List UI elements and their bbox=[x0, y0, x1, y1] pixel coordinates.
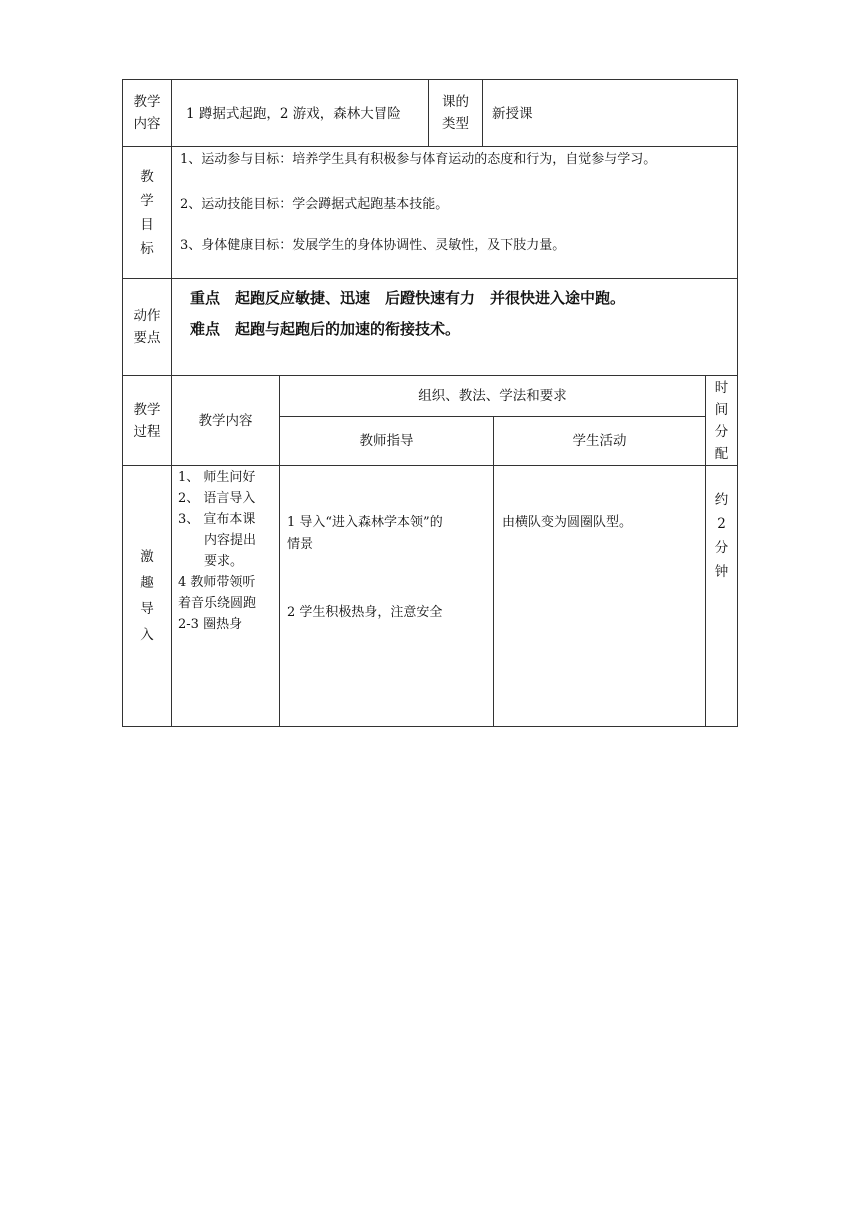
lesson-type-value-cell bbox=[482, 79, 738, 147]
teacher-guidance-line-3: 2 学生积极热身，注意安全 bbox=[287, 605, 443, 620]
lesson-type-value: 新授课 bbox=[492, 106, 533, 122]
list-item: 2-3 圈热身 bbox=[178, 617, 243, 632]
student-activity-cell bbox=[493, 465, 706, 727]
time-allocation-header: 时 间 分 配 bbox=[705, 375, 738, 466]
teaching-content-value bbox=[171, 79, 429, 147]
teaching-content-text: 1 蹲据式起跑，2 游戏，森林大冒险 bbox=[186, 106, 401, 122]
process-label: 教学 过程 bbox=[122, 375, 172, 466]
list-item: 3、 宣布本课 bbox=[178, 512, 256, 527]
time-allocation-value: 约 2 分 钟 bbox=[714, 492, 729, 580]
organization-header: 组织、教法、学法和要求 bbox=[279, 375, 706, 417]
list-item: 2、 语言导入 bbox=[178, 491, 256, 506]
list-item: 1、 师生问好 bbox=[178, 470, 256, 485]
intro-content-list bbox=[178, 467, 276, 635]
key-point-emphasis: 重点 起跑反应敏捷、迅速 后蹬快速有力 并很快进入途中跑。 bbox=[190, 289, 626, 307]
teaching-content-label: 教学 内容 bbox=[122, 79, 172, 147]
key-point-difficulty: 难点 起跑与起跑后的加速的衔接技术。 bbox=[190, 320, 461, 338]
lesson-type-label: 课的 类型 bbox=[428, 79, 483, 147]
teacher-guidance-line-2: 情景 bbox=[287, 537, 314, 552]
list-item: 要求。 bbox=[204, 554, 244, 569]
key-points-label: 动作 要点 bbox=[122, 278, 172, 376]
list-item: 4 教师带领听 bbox=[178, 575, 256, 590]
objective-skill: 2、运动技能目标：学会蹲据式起跑基本技能。 bbox=[180, 197, 449, 212]
content-column-header: 教学内容 bbox=[171, 375, 280, 466]
objective-participation: 1、运动参与目标：培养学生具有积极参与体育运动的态度和行为，自觉参与学习。 bbox=[180, 152, 657, 167]
teacher-guidance-line-1: 1 导入“进入森林学本领”的 bbox=[287, 515, 443, 530]
list-item: 内容提出 bbox=[204, 533, 257, 548]
teacher-guidance-cell bbox=[279, 465, 494, 727]
objective-health: 3、身体健康目标：发展学生的身体协调性、灵敏性，及下肢力量。 bbox=[180, 238, 566, 253]
objectives-label: 教 学 目 标 bbox=[122, 146, 172, 279]
student-activity-text: 由横队变为圆圈队型。 bbox=[502, 515, 633, 530]
intro-section-label: 激 趣 导 入 bbox=[122, 465, 172, 727]
student-activity-header: 学生活动 bbox=[493, 416, 706, 466]
list-item: 着音乐绕圆跑 bbox=[178, 596, 257, 611]
teacher-guidance-header: 教师指导 bbox=[279, 416, 494, 466]
